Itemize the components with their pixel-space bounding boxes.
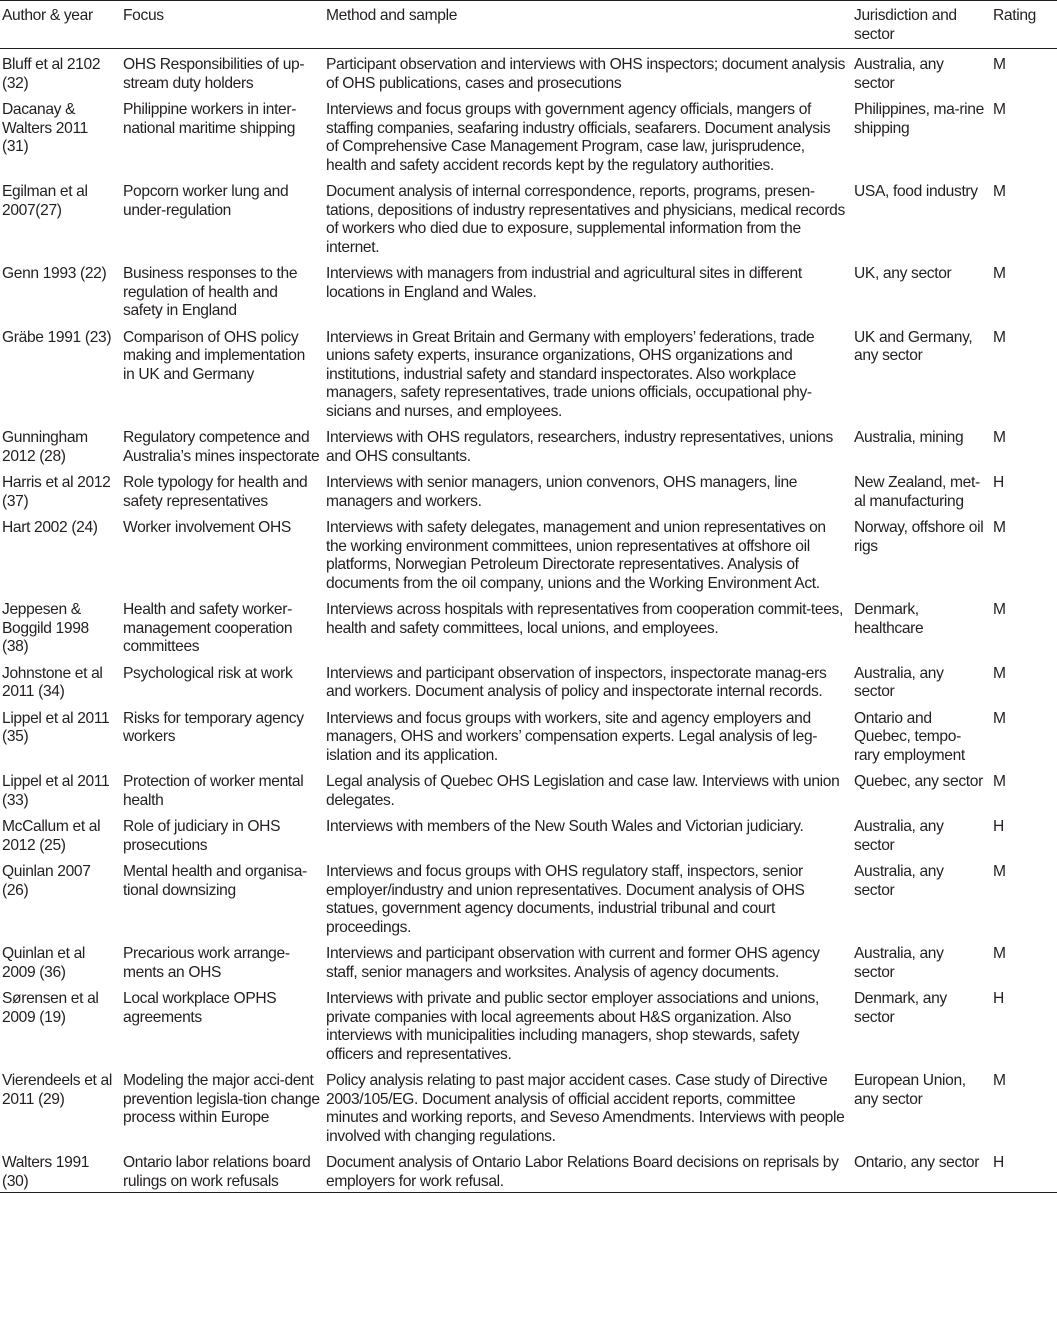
method-cell: Interviews with senior managers, union convenors, OHS managers, line managers and workers.: [326, 474, 798, 510]
author-cell: Egilman et al 2007(27): [2, 183, 88, 219]
table-row: [0, 94, 1057, 176]
method-cell: Interviews and focus groups with OHS regulatory staff, inspectors, senior employer/industry and union representatives. Document analysis of OHS statues, government agency documents, industrial tribunal and court proceedings.: [326, 863, 805, 936]
rating-cell: M: [993, 773, 1006, 790]
jurisdiction-cell: Australia, any sector: [854, 664, 944, 700]
table-row: [0, 856, 1057, 938]
table-row: [0, 512, 1057, 594]
table-row: [0, 811, 1057, 856]
method-cell: Interviews across hospitals with representatives from cooperation commit-tees, health and safety committees, local unions, and employees.: [326, 601, 843, 637]
jurisdiction-cell: Australia, any sector: [854, 56, 944, 92]
focus-cell: Psychological risk at work: [123, 664, 293, 682]
jurisdiction-cell: Denmark, healthcare: [854, 601, 924, 637]
jurisdiction-cell: Denmark, any sector: [854, 990, 947, 1026]
table-row: [0, 258, 1057, 322]
table-row: [0, 658, 1057, 703]
focus-cell: Local workplace OPHS agreements: [123, 990, 277, 1026]
method-cell: Interviews and participant observation with current and former OHS agency staff, senior managers and worksites. Analysis of agency documents.: [326, 945, 820, 981]
author-cell: Walters 1991 (30): [2, 1154, 90, 1190]
table-row: [0, 983, 1057, 1065]
rating-cell: M: [993, 328, 1006, 346]
author-cell: Vierendeels et al 2011 (29): [2, 1072, 112, 1108]
rating-cell: M: [993, 56, 1006, 73]
author-cell: Quinlan et al 2009 (36): [2, 945, 86, 981]
focus-cell: Risks for temporary agency workers: [123, 709, 304, 745]
focus-cell: Ontario labor relations board rulings on work refusals: [123, 1154, 311, 1190]
jurisdiction-cell: Australia, any sector: [854, 818, 944, 854]
jurisdiction-cell: Australia, any sector: [854, 863, 944, 899]
method-cell: Interviews in Great Britain and Germany with employers’ federations, trade unions safety experts, insurance organizations, OHS organizations and institutions, industrial safety and standard inspectorates. Also workplace managers, safety representatives, trade unions officials, occupational phy-sicians and nurses, and employees.: [326, 328, 815, 420]
jurisdiction-cell: Ontario and Quebec, tempo-rary employment: [854, 709, 965, 764]
focus-cell: Modeling the major acci-dent prevention legisla-tion change process within Europe: [123, 1072, 320, 1126]
method-cell: Interviews with managers from industrial and agricultural sites in different locations in England and Wales.: [326, 265, 802, 301]
header-jurisdiction: Jurisdiction and sector: [854, 7, 957, 43]
table-row: [0, 467, 1057, 512]
focus-cell: Popcorn worker lung and under-regulation: [123, 183, 289, 219]
author-cell: Sørensen et al 2009 (19): [2, 990, 99, 1026]
jurisdiction-cell: Australia, any sector: [854, 945, 944, 981]
table-row: [0, 322, 1057, 423]
method-cell: Document analysis of Ontario Labor Relations Board decisions on reprisals by employers for work refusal.: [326, 1154, 839, 1190]
focus-cell: Precarious work arrange-ments an OHS: [123, 945, 290, 981]
author-cell: Genn 1993 (22): [2, 265, 107, 282]
method-cell: Legal analysis of Quebec OHS Legislation and case law. Interviews with union delegates.: [326, 773, 840, 809]
rating-cell: M: [993, 101, 1006, 118]
jurisdiction-cell: Norway, offshore oil rigs: [854, 519, 984, 555]
rating-cell: M: [993, 265, 1006, 282]
author-cell: Harris et al 2012 (37): [2, 474, 111, 510]
jurisdiction-cell: Ontario, any sector: [854, 1154, 980, 1171]
author-cell: Quinlan 2007 (26): [2, 863, 91, 899]
author-cell: Bluff et al 2102 (32): [2, 56, 101, 92]
jurisdiction-cell: European Union, any sector: [854, 1072, 966, 1108]
method-cell: Document analysis of internal correspondence, reports, programs, presen-tations, depositions of industry representatives and physicians, medical records of workers who died due to exposure, supplemental information from the internet.: [326, 183, 845, 256]
table-row: [0, 49, 1057, 95]
method-cell: Interviews and focus groups with workers, site and agency employers and managers, OHS and workers’ compensation experts. Legal analysis of leg-islation and its application.: [326, 709, 818, 764]
jurisdiction-cell: Philippines, ma-rine shipping: [854, 101, 984, 137]
jurisdiction-cell: USA, food industry: [854, 183, 978, 200]
jurisdiction-cell: UK and Germany, any sector: [854, 328, 973, 364]
header-author: Author & year: [2, 7, 93, 24]
author-cell: Hart 2002 (24): [2, 519, 98, 536]
header-focus: Focus: [123, 7, 164, 24]
author-cell: Johnstone et al 2011 (34): [2, 664, 103, 700]
table-row: [0, 766, 1057, 811]
header-rating: Rating: [993, 7, 1036, 24]
author-cell: McCallum et al 2012 (25): [2, 818, 101, 854]
method-cell: Interviews with safety delegates, management and union representatives on the working environment committees, union representatives at offshore oil platforms, Norwegian Petroleum Directorate representatives. Analysis of documents from the oil company, unions and the Working Environment Act.: [326, 519, 826, 592]
focus-cell: Role of judiciary in OHS prosecutions: [123, 818, 281, 854]
table-row: [0, 703, 1057, 767]
author-cell: Gunningham 2012 (28): [2, 429, 88, 465]
focus-cell: Health and safety worker-management cooperation committees: [123, 601, 293, 655]
jurisdiction-cell: Australia, mining: [854, 429, 964, 446]
method-cell: Interviews and participant observation of inspectors, inspectorate manag-ers and workers. Document analysis of policy and inspectorate internal records.: [326, 664, 827, 700]
table-row: [0, 594, 1057, 658]
focus-cell: Business responses to the regulation of health and safety in England: [123, 265, 298, 319]
rating-cell: M: [993, 601, 1006, 618]
author-cell: Dacanay & Walters 2011 (31): [2, 101, 88, 155]
focus-cell: Mental health and organisa-tional downsizing: [123, 863, 307, 899]
focus-cell: Regulatory competence and Australia’s mines inspectorate: [123, 429, 320, 465]
rating-cell: H: [993, 474, 1004, 491]
focus-cell: Comparison of OHS policy making and implementation in UK and Germany: [123, 328, 305, 383]
focus-cell: Role typology for health and safety representatives: [123, 474, 308, 510]
author-cell: Jeppesen & Boggild 1998 (38): [2, 601, 89, 655]
jurisdiction-cell: UK, any sector: [854, 265, 952, 282]
jurisdiction-cell: Quebec, any sector: [854, 773, 983, 790]
table-row: [0, 1065, 1057, 1147]
method-cell: Policy analysis relating to past major accident cases. Case study of Directive 2003/105/EG. Document analysis of official accident reports, committee minutes and working reports, and Seveso Amendments. Interviews with people involved with changing regulations.: [326, 1072, 845, 1145]
table-row: [0, 938, 1057, 983]
rating-cell: H: [993, 990, 1004, 1007]
rating-cell: M: [993, 429, 1006, 446]
method-cell: Interviews with private and public sector employer associations and unions, private companies with local agreements about H&S organization. Also interviews with municipalities including managers, shop stewards, safety officers and representatives.: [326, 990, 819, 1063]
rating-cell: M: [993, 863, 1006, 880]
rating-cell: M: [993, 945, 1006, 962]
rating-cell: H: [993, 818, 1004, 835]
method-cell: Interviews and focus groups with government agency officials, mangers of staffing companies, seafaring industry officials, seafarers. Document analysis of Comprehensive Case Management Program, case law, jurisprudence, health and safety accident records kept by the regulatory authorities.: [326, 101, 831, 174]
jurisdiction-cell: New Zealand, met-al manufacturing: [854, 474, 980, 510]
rating-cell: M: [993, 664, 1006, 682]
rating-cell: H: [993, 1154, 1004, 1171]
focus-cell: Protection of worker mental health: [123, 773, 304, 809]
author-cell: Gräbe 1991 (23): [2, 328, 112, 346]
table-row: [0, 176, 1057, 258]
table-row: [0, 422, 1057, 467]
header-row: [0, 1, 1057, 49]
rating-cell: M: [993, 709, 1006, 727]
focus-cell: Worker involvement OHS: [123, 519, 291, 536]
method-cell: Interviews with members of the New South Wales and Victorian judiciary.: [326, 818, 804, 835]
author-cell: Lippel et al 2011 (35): [2, 709, 110, 745]
rating-cell: M: [993, 1072, 1006, 1089]
method-cell: Participant observation and interviews with OHS inspectors; document analysis of OHS publications, cases and prosecutions: [326, 56, 846, 92]
rating-cell: M: [993, 183, 1006, 200]
table-row: [0, 1147, 1057, 1193]
header-method: Method and sample: [326, 7, 458, 24]
focus-cell: Philippine workers in inter-national maritime shipping: [123, 101, 297, 137]
rating-cell: M: [993, 519, 1006, 536]
method-cell: Interviews with OHS regulators, researchers, industry representatives, unions and OHS consultants.: [326, 429, 833, 465]
focus-cell: OHS Responsibilities of up-stream duty holders: [123, 56, 305, 92]
author-cell: Lippel et al 2011 (33): [2, 773, 110, 809]
